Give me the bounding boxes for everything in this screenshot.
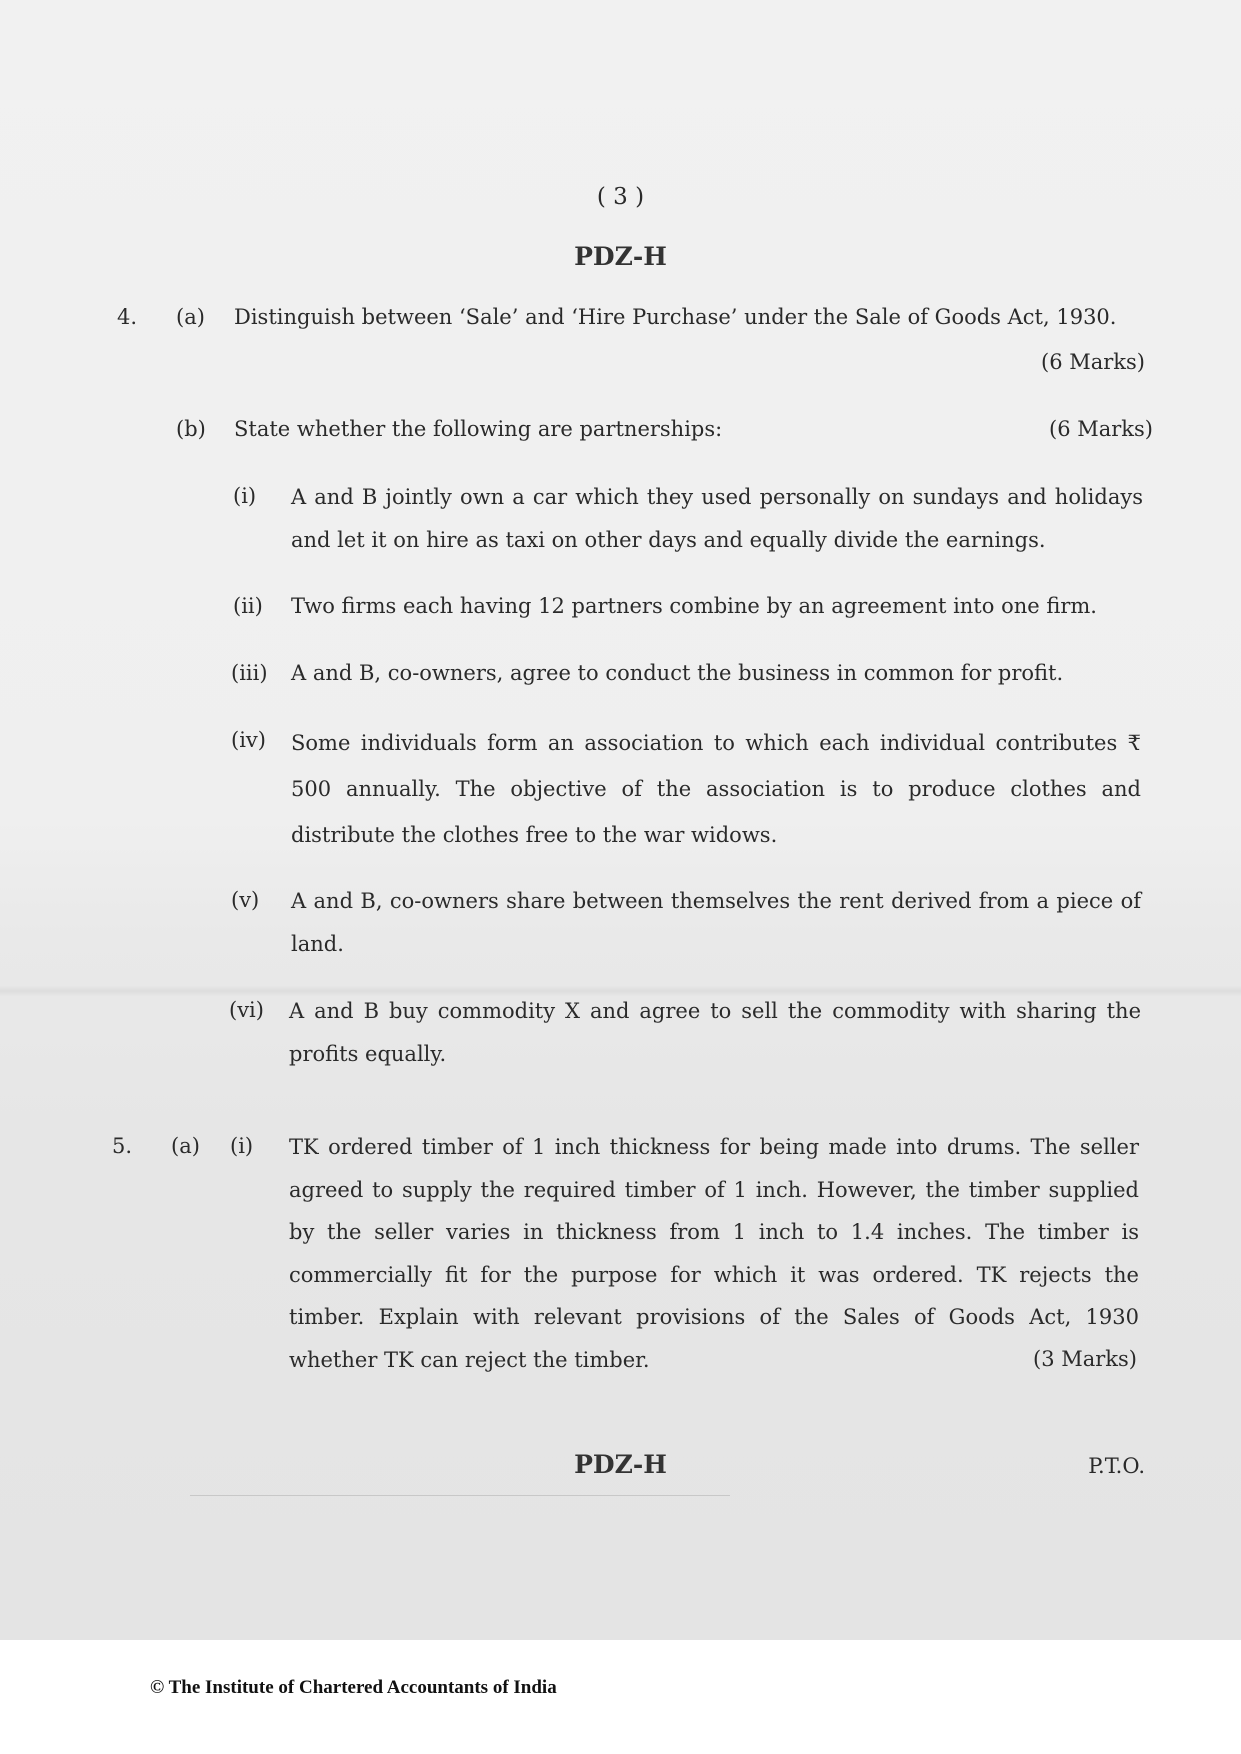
- question-5a-label: (a): [171, 1134, 200, 1158]
- question-5a-i-marks: (3 Marks): [1033, 1347, 1137, 1371]
- paper-code-header: PDZ-H: [574, 242, 667, 271]
- question-4b-text: State whether the following are partnerships:: [234, 417, 723, 441]
- please-turn-over: P.T.O.: [1088, 1454, 1145, 1478]
- item-i-text: A and B jointly own a car which they used personally on sundays and holidays and let it on hire as taxi on other days and equally divide the earnings.: [291, 485, 1143, 552]
- item-iv-label: (iv): [231, 728, 266, 752]
- copyright-notice: © The Institute of Chartered Accountants of India: [150, 1677, 557, 1698]
- question-5a-i-label: (i): [230, 1134, 254, 1158]
- question-5a-i-text: TK ordered timber of 1 inch thickness for being made into drums. The seller agreed to supply the required timber of 1 inch. However, the timber supplied by the seller varies in thickness from 1 inch to 1.4 inches. The timber is commercially fit for the purpose for which it was ordered. TK rejects the timber. Explain with relevant provisions of the Sales of Goods Act, 1930 whether TK can reject the timber.: [289, 1135, 1139, 1372]
- paper-code-footer: PDZ-H: [574, 1450, 667, 1479]
- question-5-number: 5.: [112, 1134, 133, 1158]
- item-ii-label: (ii): [233, 594, 263, 618]
- item-i-label: (i): [233, 484, 257, 508]
- item-v-text: A and B, co-owners share between themselves the rent derived from a piece of land.: [291, 889, 1141, 956]
- item-iii-text: A and B, co-owners, agree to conduct the business in common for profit.: [291, 661, 1064, 685]
- question-4-number: 4.: [117, 305, 138, 329]
- item-ii-text: Two firms each having 12 partners combine by an agreement into one firm.: [291, 594, 1097, 618]
- question-4a-text: Distinguish between ‘Sale’ and ‘Hire Purchase’ under the Sale of Goods Act, 1930.: [234, 305, 1117, 329]
- question-4b-label: (b): [176, 417, 206, 441]
- footer-rule: [190, 1495, 730, 1496]
- question-4a-marks: (6 Marks): [1041, 350, 1145, 374]
- item-iii-label: (iii): [231, 661, 268, 685]
- item-iv-text: Some individuals form an association to which each individual contributes ₹ 500 annually. The objective of the association is to produce clothes and distribute the clothes free to the war widows.: [291, 731, 1141, 847]
- item-vi-label: (vi): [229, 998, 264, 1022]
- page-number: ( 3 ): [596, 184, 645, 210]
- question-4a-label: (a): [176, 305, 205, 329]
- question-4b-marks: (6 Marks): [1049, 417, 1153, 441]
- item-v-label: (v): [231, 888, 260, 912]
- item-vi-text: A and B buy commodity X and agree to sell the commodity with sharing the profits equally.: [289, 999, 1141, 1066]
